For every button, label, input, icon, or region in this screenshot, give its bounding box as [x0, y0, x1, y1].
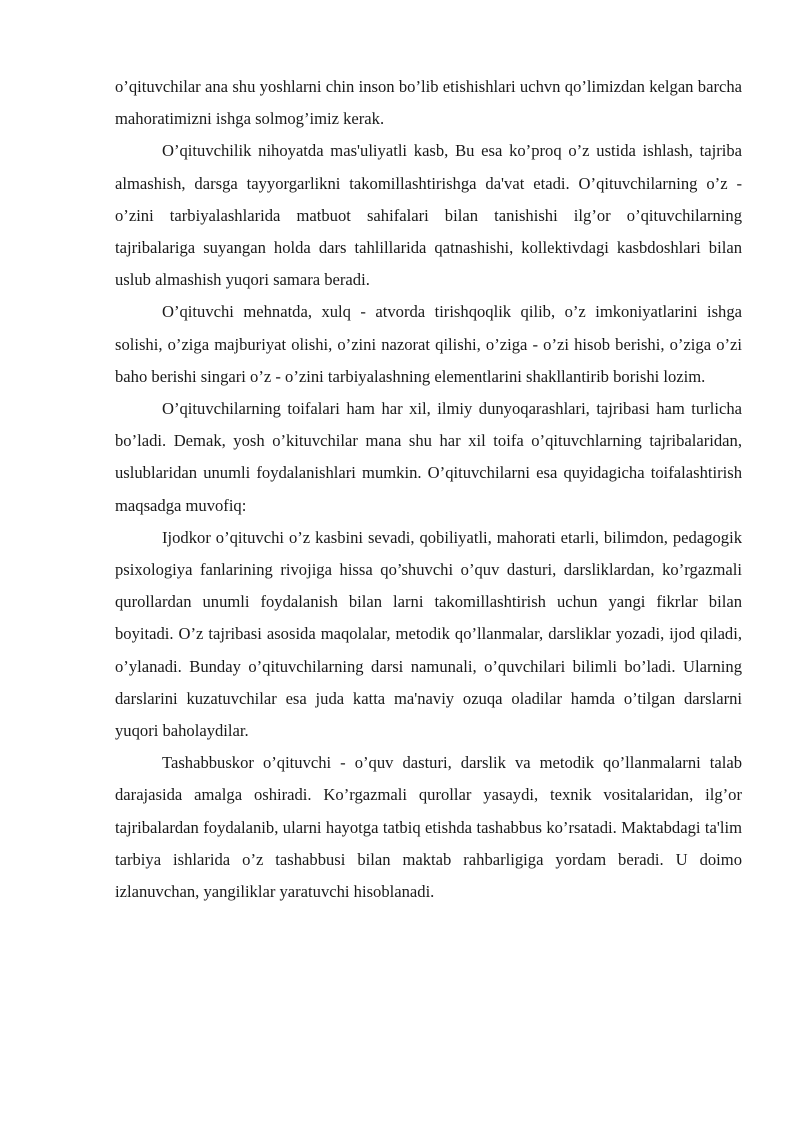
paragraph-2: O’qituvchilik nihoyatda mas'uliyatli kasb, Bu esa ko’proq o’z ustida ishlash, tajriba almashish, darsga tayyorgarlikni takomillashtirishga da'vat etadi. O’qituvchilarning o’z - o’zini tarbiyalashlarida matbuot sahifalari bilan tanishishi ilg’or o’qituvchilarning tajribalariga suyangan holda dars tahlillarida qatnashishi, kollektivdagi kasbdoshlari bilan uslub almashish yuqori samara beradi.: [115, 141, 742, 290]
body-text: [115, 71, 742, 908]
paragraph-4: O’qituvchilarning toifalari ham har xil, ilmiy dunyoqarashlari, tajribasi ham turlicha bo’ladi. Demak, yosh o’kituvchilar mana shu har xil toifa o’qituvchlarning tajribalaridan, uslublaridan unumli foydalanishlari mumkin. O’qituvchilarni esa quyidagicha toifalashtirish maqsadga muvofiq:: [115, 399, 742, 515]
paragraph-5: Ijodkor o’qituvchi o’z kasbini sevadi, qobiliyatli, mahorati etarli, bilimdon, pedagogik psixologiya fanlarining rivojiga hissa qo’shuvchi o’quv dasturi, darsliklardan, ko’rgazmali qurollardan unumli foydalanish bilan larni takomillashtirish uchun yangi fikrlar bilan boyitadi. O’z tajribasi asosida maqolalar, metodik qo’llanmalar, darsliklar yozadi, ijod qiladi, o’ylanadi. Bunday o’qituvchilarning darsi namunali, o’quvchilari bilimli bo’ladi. Ularning darslarini kuzatuvchilar esa juda katta ma'naviy ozuqa oladilar hamda o’tilgan darslarni yuqori baholaydilar.: [115, 527, 742, 741]
paragraph-3: O’qituvchi mehnatda, xulq - atvorda tirishqoqlik qilib, o’z imkoniyatlarini ishga solishi, o’ziga majburiyat olishi, o’zini nazorat qilishi, o’ziga - o’zi hisob berishi, o’ziga o’zi baho berishi singari o’z - o’zini tarbiyalashning elementlarini shakllantirib borishi lozim.: [115, 302, 742, 386]
paragraph-6: Tashabbuskor o’qituvchi - o’quv dasturi, darslik va metodik qo’llanmalarni talab darajasida amalga oshiradi. Ko’rgazmali qurollar yasaydi, texnik vositalaridan, ilg’or tajribalardan foydalanib, ularni hayotga tatbiq etishda tashabbus ko’rsatadi. Maktabdagi ta'lim tarbiya ishlarida o’z tashabbusi bilan maktab rahbarligiga yordam beradi. U doimo izlanuvchan, yangiliklar yaratuvchi hisoblanadi.: [115, 753, 742, 902]
paragraph-1: o’qituvchilar ana shu yoshlarni chin inson bo’lib etishishlari uchvn qo’limizdan kelgan barcha mahoratimizni ishga solmog’imiz kerak.: [115, 77, 742, 129]
